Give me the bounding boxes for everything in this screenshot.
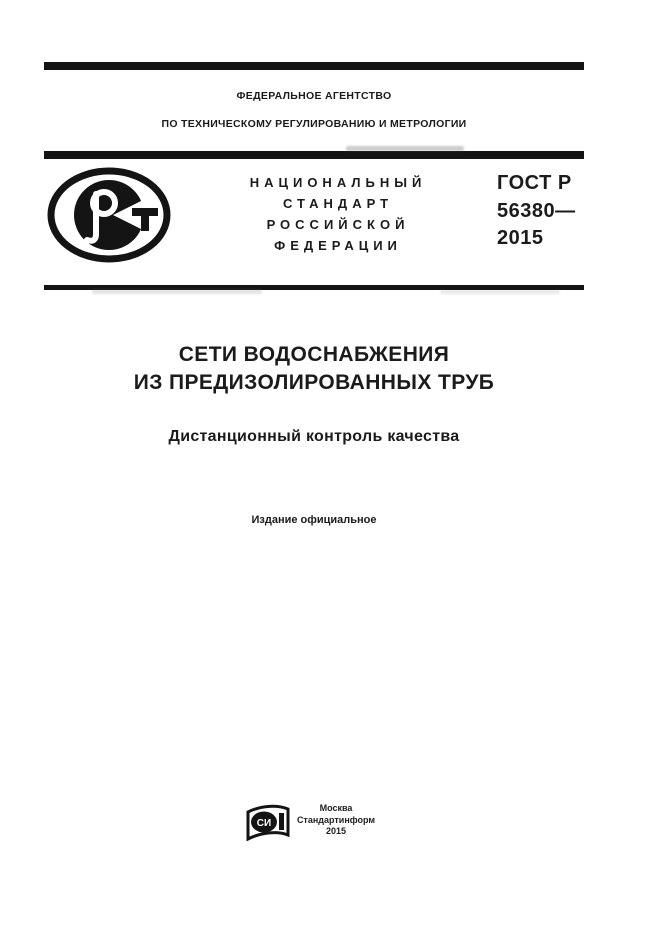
scan-artifact — [440, 290, 560, 294]
standard-designation — [497, 170, 576, 253]
edition-note: Издание официальное — [251, 514, 377, 526]
standartinform-logo-letters: СИ — [256, 818, 272, 829]
standard-kind-line: РОССИЙСКОЙ — [266, 217, 410, 232]
imprint-publisher: Стандартинформ — [296, 814, 376, 825]
designation-line: 56380— — [497, 199, 576, 222]
middle-rule — [44, 151, 584, 159]
standard-kind-line: СТАНДАРТ — [282, 196, 394, 211]
rst-conformity-mark-icon — [46, 166, 172, 269]
agency-header — [44, 89, 584, 131]
standard-kind-heading — [231, 172, 445, 256]
imprint-year: 2015 — [325, 826, 347, 836]
designation-line: ГОСТ Р — [497, 172, 572, 194]
standard-kind-line: НАЦИОНАЛЬНЫЙ — [249, 175, 427, 190]
scan-artifact — [346, 146, 464, 151]
designation-line: 2015 — [497, 227, 544, 249]
imprint-city: Москва — [319, 803, 353, 813]
document-title — [44, 341, 584, 397]
document-title-line: СЕТИ ВОДОСНАБЖЕНИЯ — [178, 343, 450, 366]
scan-artifact — [92, 289, 262, 294]
imprint-block — [281, 803, 391, 838]
agency-line-2: ПО ТЕХНИЧЕСКОМУ РЕГУЛИРОВАНИЮ И МЕТРОЛОГИИ — [161, 118, 467, 130]
top-rule — [44, 62, 584, 70]
agency-line-1: ФЕДЕРАЛЬНОЕ АГЕНТСТВО — [236, 90, 392, 102]
document-title-line: ИЗ ПРЕДИЗОЛИРОВАННЫХ ТРУБ — [133, 371, 495, 394]
document-subtitle: Дистанционный контроль качества — [168, 428, 460, 445]
standard-kind-line: ФЕДЕРАЦИИ — [274, 238, 402, 253]
